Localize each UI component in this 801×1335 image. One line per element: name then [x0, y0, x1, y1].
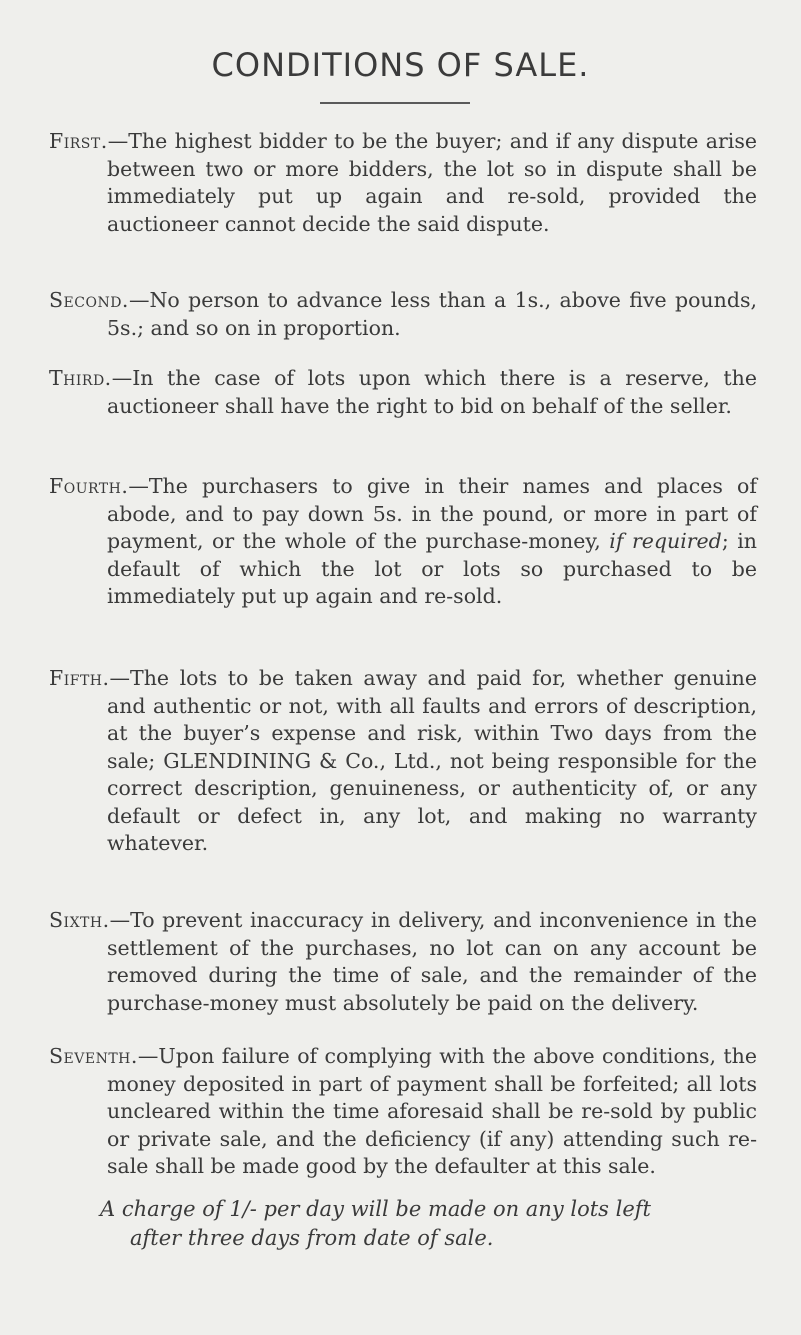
clause-first [49, 128, 757, 238]
page-title: CONDITIONS OF SALE. [211, 46, 590, 84]
clause-text: —The purchasers to give in their names and places of abode, and to pay down 5s. in the pound, or more in part of payment, or the whole of the purchase-money, [107, 474, 757, 553]
clause-lead: First. [49, 129, 108, 153]
footer-line-1: A charge of 1/- per day will be made on any lots left [100, 1197, 651, 1221]
clause-lead: Fourth. [49, 474, 129, 498]
clause-text: —To prevent inaccuracy in delivery, and inconvenience in the settlement of the purchases, no lot can on any account be removed during the time of sale, and the remainder of the purchase-money must absolutely be paid on the delivery. [107, 908, 757, 1015]
clause-third [49, 365, 757, 420]
clause-lead: Third. [49, 366, 112, 390]
clause-lead: Second. [49, 288, 129, 312]
clause-second [49, 287, 757, 342]
clause-text: —No person to advance less than a 1s., above five pounds, 5s.; and so on in proportion. [107, 288, 757, 340]
clause-lead: Sixth. [49, 908, 110, 932]
clause-lead: Seventh. [49, 1044, 138, 1068]
clause-fourth [49, 473, 757, 611]
clause-fifth [49, 665, 757, 858]
footer-line-2: after three days from date of sale. [130, 1226, 494, 1250]
clause-text: ; in default of which the lot or lots so purchased to be immediately put up again and re-sold. [107, 529, 758, 608]
clause-lead: Fifth. [49, 666, 110, 690]
clause-text: —In the case of lots upon which there is a reserve, the auctioneer shall have the right to bid on behalf of the seller. [107, 366, 757, 418]
clause-text: —Upon failure of complying with the above conditions, the money deposited in part of payment shall be forfeited; all lots uncleared within the time aforesaid shall be re-sold by public or private sale, and the deficiency (if any) attending such re-sale shall be made good by the defaulter at this sale. [107, 1044, 757, 1178]
clause-text: —The highest bidder to be the buyer; and if any dispute arise between two or more bidders, the lot so in dispute shall be immediately put up again and re-sold, provided the auctioneer cannot decide the said dispute. [107, 129, 757, 236]
storage-charge-note [100, 1195, 770, 1253]
clause-seventh [49, 1043, 757, 1181]
clause-text: —The lots to be taken away and paid for, whether genuine and authentic or not, with all faults and errors of description, at the buyer’s expense and risk, within Two days from the sale; GLENDINING & Co., Ltd., not being responsible for the correct description, genuineness, or authenticity of, or any default or defect in, any lot, and making no warranty whatever. [107, 666, 757, 855]
clause-text-italic: if required [609, 529, 722, 553]
title-rule [320, 102, 470, 104]
clause-sixth [49, 907, 757, 1017]
